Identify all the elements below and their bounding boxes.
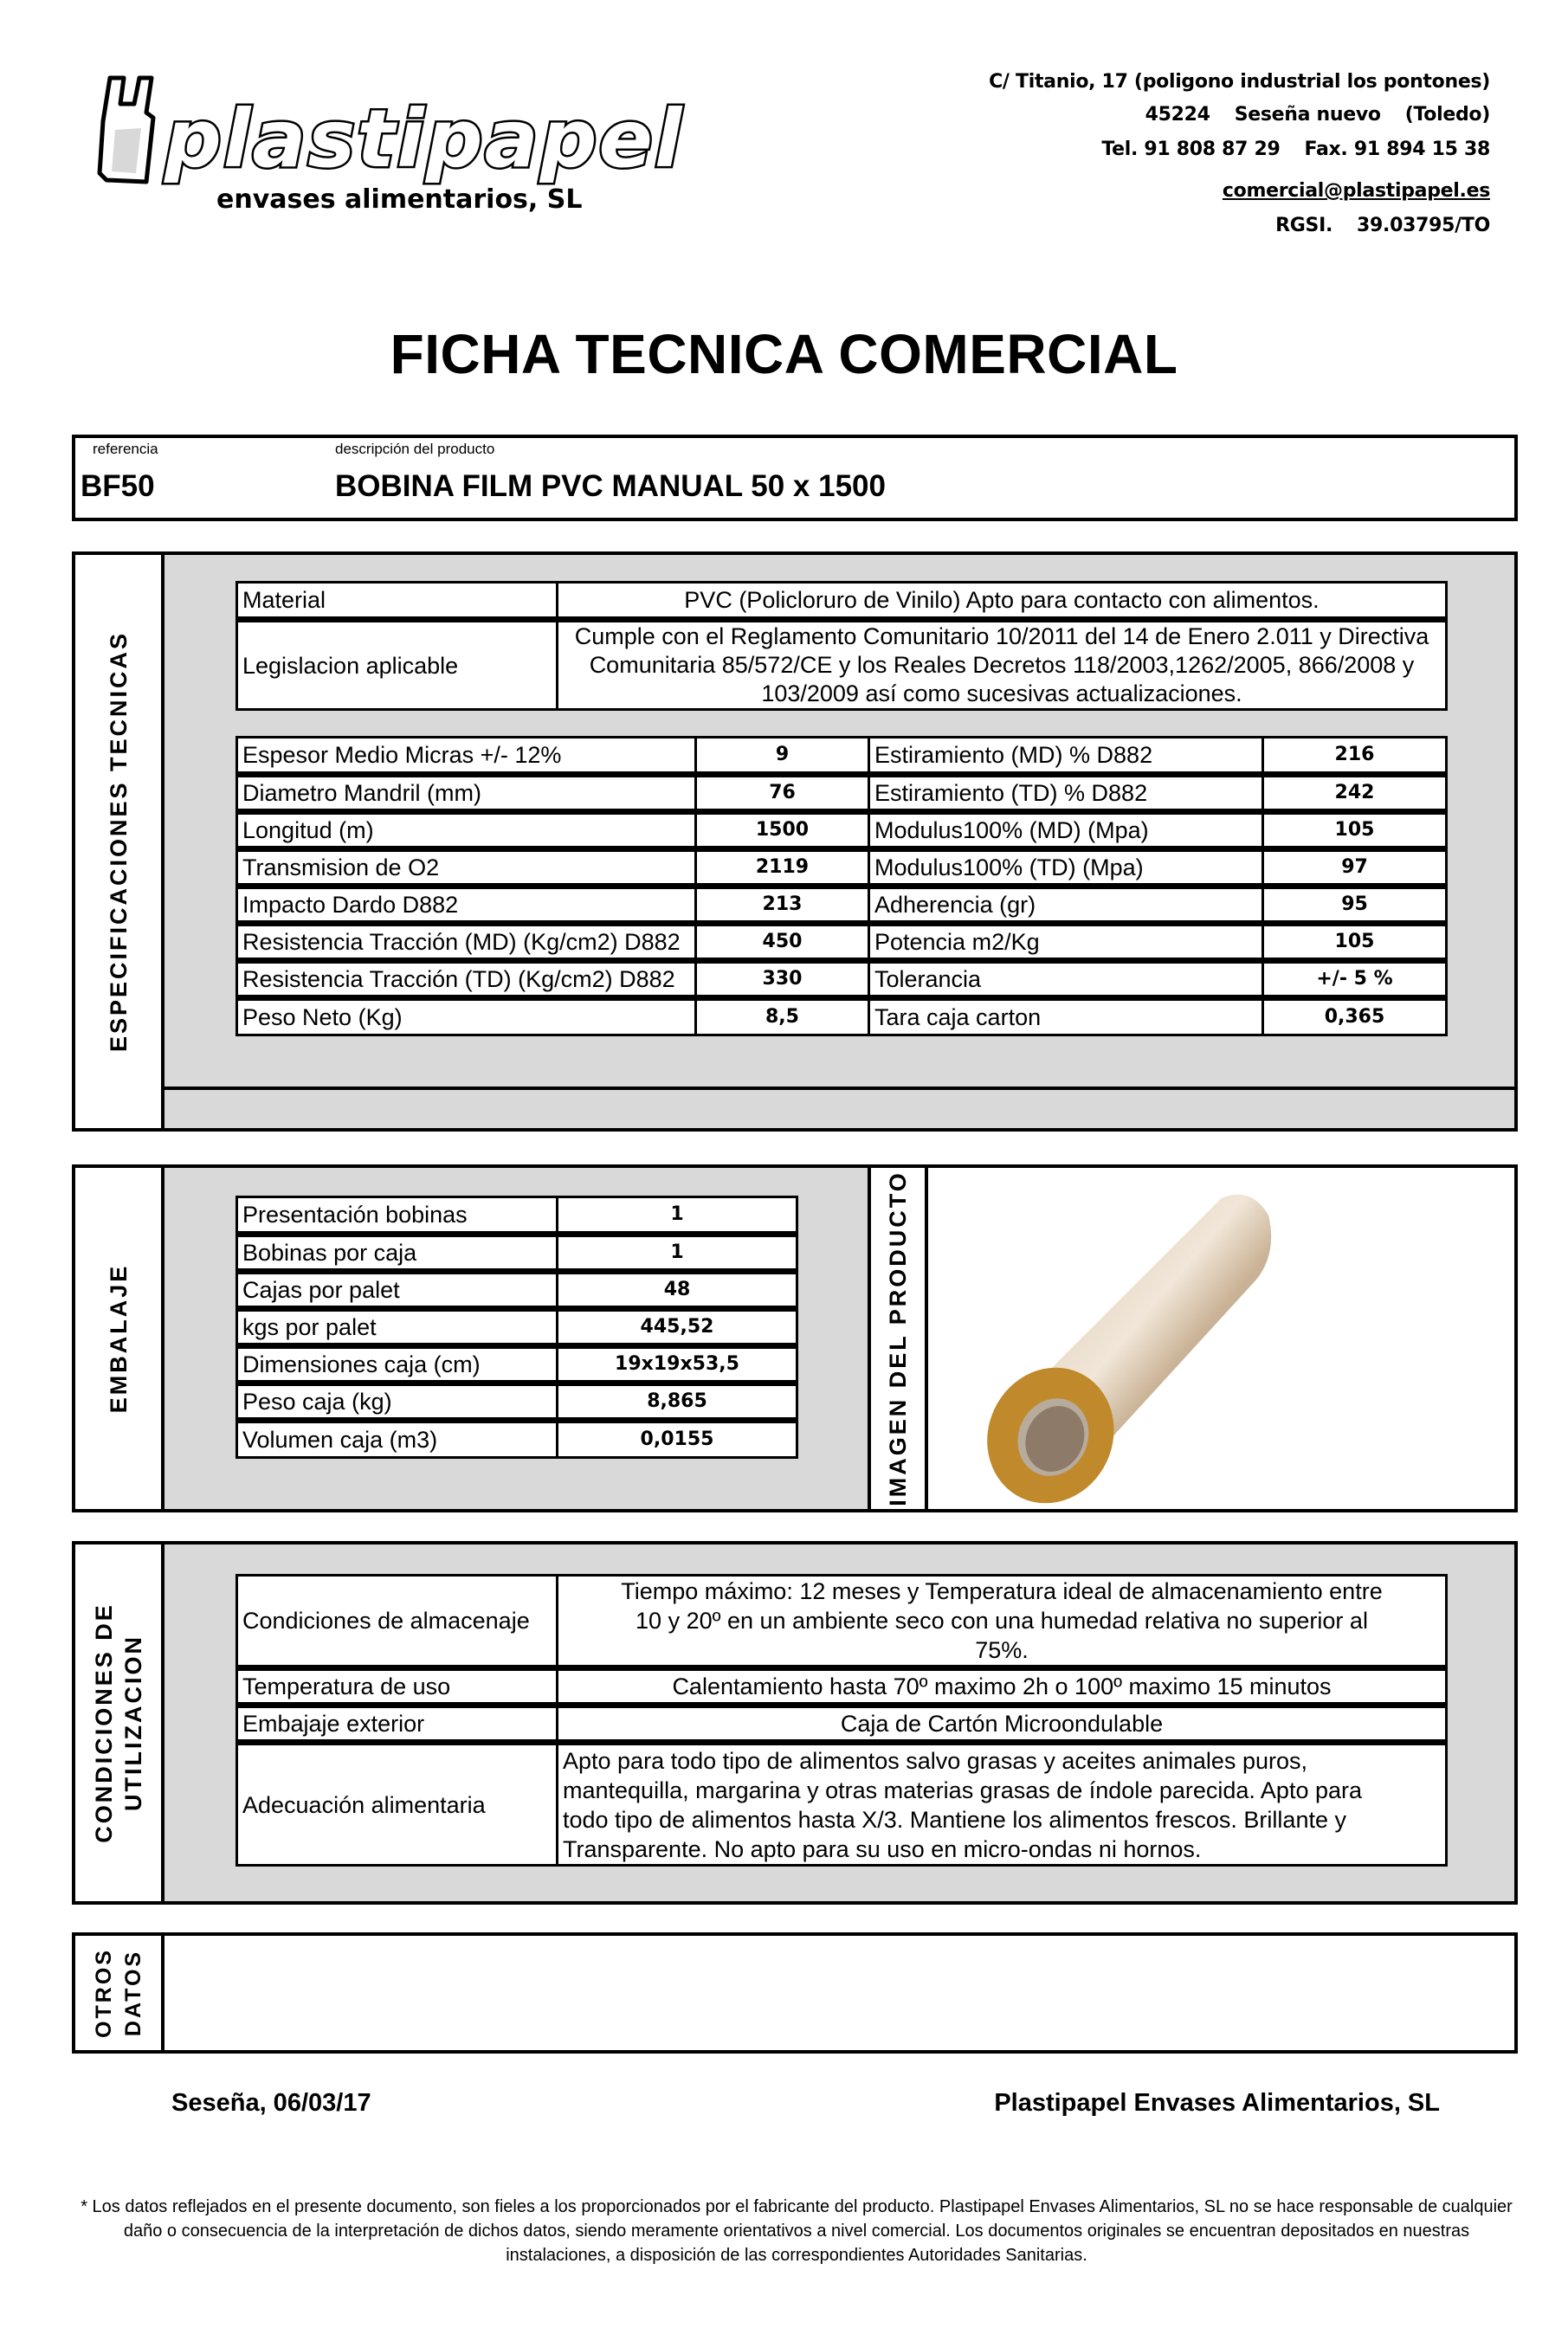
spec-value: 1500 <box>696 812 869 849</box>
rgsi-value: 39.03795/TO <box>1357 215 1490 236</box>
spec-value: 97 <box>1263 849 1447 887</box>
bag-icon <box>100 78 153 182</box>
packaging-value: 19x19x53,5 <box>558 1346 797 1383</box>
spec-label: Adherencia (gr) <box>869 887 1263 924</box>
description-value: BOBINA FILM PVC MANUAL 50 x 1500 <box>335 469 886 503</box>
reference-box <box>72 435 1518 521</box>
plastipapel-logo <box>91 69 684 216</box>
packaging-label: Volumen caja (m3) <box>237 1421 558 1458</box>
specs-section-label: ESPECIFICACIONES TECNICAS <box>105 630 132 1053</box>
table-row <box>237 1706 1447 1743</box>
packaging-section <box>72 1164 1518 1512</box>
table-row <box>237 583 1447 620</box>
reference-value: BF50 <box>81 469 155 503</box>
spec-label: Longitud (m) <box>237 812 696 849</box>
table-row <box>237 620 1447 710</box>
packaging-label: Cajas por palet <box>237 1272 558 1309</box>
row-value: Apto para todo tipo de alimentos salvo grasas y aceites animales puros, mantequilla, margarina y otras materias grasas de índole parecida. Apto para todo tipo de alimentos hasta X/3. Mantiene los alimentos frescos. Brillante y Transparente. No apto para su uso en micro-ondas ni hornos. <box>558 1743 1447 1866</box>
row-value: Tiempo máximo: 12 meses y Temperatura ideal de almacenamiento entre 10 y 20º en un ambiente seco con una humedad relativa no superior al 75%. <box>558 1576 1447 1668</box>
specs-section <box>72 551 1518 1132</box>
spec-label: Modulus100% (TD) (Mpa) <box>869 849 1263 887</box>
svg-text:envases alimentarios, SL: envases alimentarios, SL <box>216 184 583 215</box>
province: (Toledo) <box>1404 104 1490 126</box>
row-label: Condiciones de almacenaje <box>237 1576 558 1668</box>
disclaimer: * Los datos reflejados en el presente documento, son fieles a los proporcionados por el fabricante del producto. Plastipapel Envases Alimentarios, SL no se hace responsable de cualquier daño o consecuencia de la interpretación de dichos datos, siendo meramente orientativos a nivel comercial. Los documentos originales se encuentran depositados en nuestras instalaciones, a disposición de las correspondientes Autoridades Sanitarias. <box>81 2197 1513 2265</box>
spec-label: Transmision de O2 <box>237 849 696 887</box>
usage-table <box>236 1574 1448 1867</box>
specs-footer-bar <box>165 1087 1514 1128</box>
place-date: Seseña, 06/03/17 <box>171 2089 371 2117</box>
company-address: C/ Titanio, 17 (poligono industrial los pontones) <box>989 71 1490 93</box>
table-row <box>237 775 1447 812</box>
packaging-side-label <box>75 1168 165 1509</box>
usage-label-line1: CONDICIONES DE <box>90 1603 117 1843</box>
film-roll-icon <box>965 1195 1271 1525</box>
table-row <box>237 812 1447 849</box>
spec-label: Estiramiento (MD) % D882 <box>869 738 1263 775</box>
spec-label: Resistencia Tracción (MD) (Kg/cm2) D882 <box>237 924 696 961</box>
table-row <box>237 1309 797 1346</box>
packaging-value: 1 <box>558 1235 797 1272</box>
table-row <box>237 1383 797 1421</box>
row-label: Legislacion aplicable <box>237 620 558 710</box>
packaging-value: 0,0155 <box>558 1421 797 1458</box>
description-label: descripción del producto <box>335 441 495 457</box>
table-row <box>237 849 1447 887</box>
other-side-label <box>75 1936 165 2050</box>
image-section-label: IMAGEN DEL PRODUCTO <box>885 1170 911 1506</box>
row-value: Caja de Cartón Microondulable <box>558 1706 1447 1743</box>
packaging-label: Presentación bobinas <box>237 1197 558 1235</box>
row-value: Cumple con el Reglamento Comunitario 10/2011 del 14 de Enero 2.011 y Directiva Comunitaria 85/572/CE y los Reales Decretos 118/2003,1262/2005, 866/2008 y 103/2009 así como sucesivas actualizaciones. <box>558 620 1447 710</box>
row-label: Material <box>237 583 558 620</box>
city: Seseña nuevo <box>1234 104 1381 126</box>
row-value: PVC (Policloruro de Vinilo) Apto para contacto con alimentos. <box>558 583 1447 620</box>
spec-label: Tolerancia <box>869 961 1263 998</box>
packaging-label: Bobinas por caja <box>237 1235 558 1272</box>
fax: Fax. 91 894 15 38 <box>1304 139 1490 160</box>
image-side-label <box>868 1168 928 1509</box>
spec-value: 0,365 <box>1263 998 1447 1035</box>
company-city-line <box>1145 104 1490 126</box>
row-label: Adecuación alimentaria <box>237 1743 558 1866</box>
packaging-table <box>236 1196 798 1459</box>
usage-label-line2: UTILIZACION <box>119 1635 146 1811</box>
table-row <box>237 924 1447 961</box>
table-row <box>237 1668 1447 1706</box>
spec-value: 105 <box>1263 924 1447 961</box>
table-row <box>237 1235 797 1272</box>
spec-label: Espesor Medio Micras +/- 12% <box>237 738 696 775</box>
spec-label: Diametro Mandril (mm) <box>237 775 696 812</box>
table-row <box>237 998 1447 1035</box>
page-title: FICHA TECNICA COMERCIAL <box>390 323 1178 385</box>
spec-label: Potencia m2/Kg <box>869 924 1263 961</box>
packaging-label: Dimensiones caja (cm) <box>237 1346 558 1383</box>
specs-values-table <box>236 736 1448 1036</box>
spec-value: 450 <box>696 924 869 961</box>
spec-label: Peso Neto (Kg) <box>237 998 696 1035</box>
spec-value: 330 <box>696 961 869 998</box>
row-label: Embajaje exterior <box>237 1706 558 1743</box>
spec-label: Modulus100% (MD) (Mpa) <box>869 812 1263 849</box>
reference-label: referencia <box>93 441 158 457</box>
other-label-line1: OTROS <box>91 1948 116 2038</box>
spec-value: 216 <box>1263 738 1447 775</box>
spec-value: +/- 5 % <box>1263 961 1447 998</box>
specs-general-table <box>236 581 1448 711</box>
table-row <box>237 1346 797 1383</box>
spec-value: 76 <box>696 775 869 812</box>
packaging-section-label: EMBALAJE <box>105 1263 132 1414</box>
phone: Tel. 91 808 87 29 <box>1101 139 1281 160</box>
rgsi-label: RGSI. <box>1275 215 1333 236</box>
table-row <box>237 1743 1447 1866</box>
company-email-link[interactable]: comercial@plastipapel.es <box>1222 180 1490 202</box>
other-section-label <box>89 1948 148 2038</box>
product-image-area <box>928 1168 1514 1509</box>
usage-section <box>72 1541 1518 1905</box>
specs-side-label <box>75 555 165 1128</box>
other-data-section <box>72 1932 1518 2054</box>
signature: Plastipapel Envases Alimentarios, SL <box>994 2089 1440 2117</box>
usage-side-label <box>75 1544 165 1901</box>
packaging-label: Peso caja (kg) <box>237 1383 558 1421</box>
packaging-value: 8,865 <box>558 1383 797 1421</box>
table-row <box>237 738 1447 775</box>
packaging-label: kgs por palet <box>237 1309 558 1346</box>
table-row <box>237 961 1447 998</box>
company-rgsi <box>1275 215 1490 236</box>
svg-text:plastipapel: plastipapel <box>165 93 684 185</box>
spec-value: 213 <box>696 887 869 924</box>
spec-value: 9 <box>696 738 869 775</box>
spec-value: 8,5 <box>696 998 869 1035</box>
row-value: Calentamiento hasta 70º maximo 2h o 100º maximo 15 minutos <box>558 1668 1447 1706</box>
spec-value: 105 <box>1263 812 1447 849</box>
spec-value: 242 <box>1263 775 1447 812</box>
table-row <box>237 1421 797 1458</box>
spec-label: Tara caja carton <box>869 998 1263 1035</box>
spec-label: Estiramiento (TD) % D882 <box>869 775 1263 812</box>
table-row <box>237 1272 797 1309</box>
spec-value: 95 <box>1263 887 1447 924</box>
other-label-line2: DATOS <box>120 1949 145 2037</box>
usage-section-label <box>89 1603 148 1843</box>
packaging-value: 48 <box>558 1272 797 1309</box>
spec-label: Impacto Dardo D882 <box>237 887 696 924</box>
packaging-value: 1 <box>558 1197 797 1235</box>
postal-code: 45224 <box>1145 104 1210 126</box>
packaging-value: 445,52 <box>558 1309 797 1346</box>
product-image-film-roll <box>928 1168 1514 1509</box>
row-label: Temperatura de uso <box>237 1668 558 1706</box>
table-row <box>237 887 1447 924</box>
spec-value: 2119 <box>696 849 869 887</box>
table-row <box>237 1576 1447 1668</box>
company-phone-line <box>1101 139 1490 160</box>
spec-label: Resistencia Tracción (TD) (Kg/cm2) D882 <box>237 961 696 998</box>
table-row <box>237 1197 797 1235</box>
